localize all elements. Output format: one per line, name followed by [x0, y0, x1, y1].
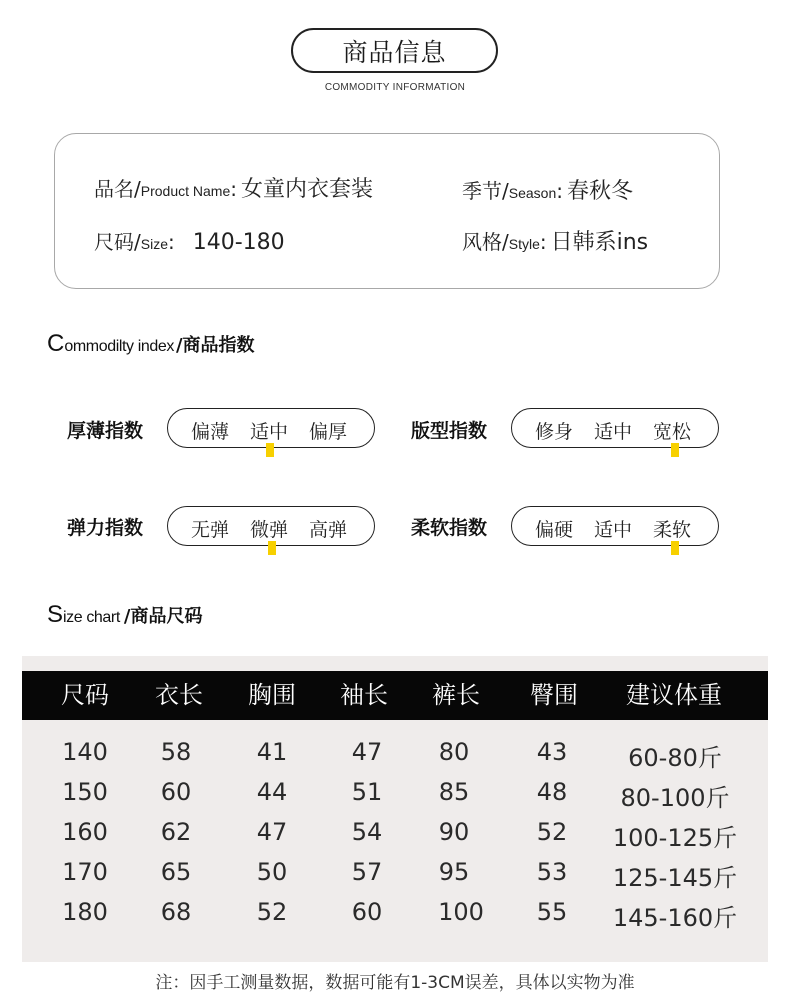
index-label-softness: 柔软指数 — [411, 517, 488, 539]
info-style-value: 日韩系ins — [550, 230, 649, 255]
table-cell: 80 — [438, 738, 470, 766]
index-option: 宽松 — [653, 421, 692, 443]
table-cell: 47 — [256, 818, 288, 846]
size-chart-title-zh: /商品尺码 — [123, 606, 203, 627]
index-selected-marker — [671, 443, 679, 457]
index-option: 偏硬 — [535, 519, 574, 541]
info-style-zh: 风格/ — [462, 230, 509, 254]
table-cell: 145-160斤 — [612, 904, 738, 932]
info-sep: : — [167, 230, 175, 254]
table-cell: 53 — [536, 858, 568, 886]
info-size-zh: 尺码/ — [94, 230, 141, 254]
info-style-en: Style — [508, 236, 540, 252]
index-label-fit: 版型指数 — [411, 420, 488, 442]
info-season-en: Season — [508, 185, 557, 201]
index-option: 适中 — [250, 421, 289, 443]
table-cell: 44 — [256, 778, 288, 806]
size-chart-title-cap: S — [47, 601, 64, 628]
index-option: 适中 — [594, 519, 633, 541]
table-cell: 170 — [62, 858, 108, 886]
index-label-elasticity: 弹力指数 — [67, 517, 144, 539]
info-style — [462, 225, 648, 256]
index-selected-marker — [266, 443, 274, 457]
index-label-thickness: 厚薄指数 — [67, 420, 144, 442]
table-cell: 125-145斤 — [612, 864, 738, 892]
info-sep: : — [556, 179, 563, 203]
commodity-index-title-cap: C — [47, 330, 65, 357]
size-chart-header-cell: 衣长 — [155, 681, 203, 709]
table-cell: 62 — [160, 818, 192, 846]
table-row — [0, 738, 790, 774]
info-sep: : — [230, 177, 237, 201]
table-cell: 100 — [438, 898, 484, 926]
table-cell: 52 — [536, 818, 568, 846]
size-chart-header-cell: 胸围 — [248, 681, 296, 709]
commodity-index-title-zh: /商品指数 — [175, 335, 255, 356]
info-season — [462, 174, 633, 205]
table-row — [0, 818, 790, 854]
index-selected-marker — [671, 541, 679, 555]
index-scale-thickness — [167, 408, 375, 448]
table-cell: 50 — [256, 858, 288, 886]
commodity-index-title — [47, 330, 255, 358]
table-cell: 57 — [351, 858, 383, 886]
info-product-name-en: Product Name — [140, 183, 231, 199]
info-size-value: 140-180 — [192, 230, 285, 255]
info-product-name — [94, 172, 373, 203]
table-cell: 90 — [438, 818, 470, 846]
table-cell: 54 — [351, 818, 383, 846]
index-scale-elasticity — [167, 506, 375, 546]
index-scale-softness — [511, 506, 719, 546]
table-cell: 55 — [536, 898, 568, 926]
size-chart-title-rest: ize chart — [63, 609, 120, 626]
info-season-zh: 季节/ — [462, 179, 509, 203]
info-size-en: Size — [140, 236, 168, 252]
info-sep: : — [539, 230, 547, 254]
commodity-index-title-rest: ommodilty index — [64, 338, 174, 355]
info-product-name-value: 女童内衣套装 — [240, 177, 373, 202]
section-title-commodity-info: 商品信息 — [291, 28, 498, 73]
table-cell: 65 — [160, 858, 192, 886]
table-cell: 58 — [160, 738, 192, 766]
table-cell: 51 — [351, 778, 383, 806]
size-chart-header-cell: 裤长 — [432, 681, 480, 709]
index-scale-fit — [511, 408, 719, 448]
table-cell: 43 — [536, 738, 568, 766]
table-cell: 68 — [160, 898, 192, 926]
size-chart-header-cell: 袖长 — [340, 681, 388, 709]
index-option: 适中 — [594, 421, 633, 443]
product-info-card — [54, 133, 720, 289]
table-row — [0, 858, 790, 894]
table-row — [0, 898, 790, 934]
table-cell: 160 — [62, 818, 108, 846]
index-option: 微弹 — [250, 519, 289, 541]
table-cell: 60 — [351, 898, 383, 926]
info-size — [94, 226, 285, 255]
table-cell: 85 — [438, 778, 470, 806]
size-chart-header-cell: 尺码 — [61, 681, 109, 709]
table-cell: 180 — [62, 898, 108, 926]
table-cell: 95 — [438, 858, 470, 886]
table-cell: 80-100斤 — [620, 784, 730, 812]
table-cell: 41 — [256, 738, 288, 766]
info-product-name-zh: 品名/ — [94, 177, 141, 201]
index-option: 修身 — [535, 421, 574, 443]
table-cell: 60 — [160, 778, 192, 806]
size-chart-header-row — [22, 671, 768, 720]
index-option: 无弹 — [191, 519, 230, 541]
table-cell: 140 — [62, 738, 108, 766]
table-cell: 47 — [351, 738, 383, 766]
size-chart-title — [47, 601, 202, 629]
info-season-value: 春秋冬 — [566, 179, 633, 204]
table-cell: 52 — [256, 898, 288, 926]
size-chart-header-cell: 臀围 — [530, 681, 578, 709]
index-option: 高弹 — [309, 519, 348, 541]
table-cell: 150 — [62, 778, 108, 806]
index-option: 偏薄 — [191, 421, 230, 443]
section-subtitle: COMMODITY INFORMATION — [324, 82, 466, 93]
table-cell: 100-125斤 — [612, 824, 738, 852]
table-row — [0, 778, 790, 814]
measurement-note: 注：因手工测量数据，数据可能有1-3CM误差，具体以实物为准 — [155, 973, 635, 993]
table-cell: 48 — [536, 778, 568, 806]
index-option: 柔软 — [653, 519, 692, 541]
table-cell: 60-80斤 — [628, 744, 722, 772]
index-option: 偏厚 — [309, 421, 348, 443]
size-chart-header-cell: 建议体重 — [626, 681, 722, 709]
index-selected-marker — [268, 541, 276, 555]
